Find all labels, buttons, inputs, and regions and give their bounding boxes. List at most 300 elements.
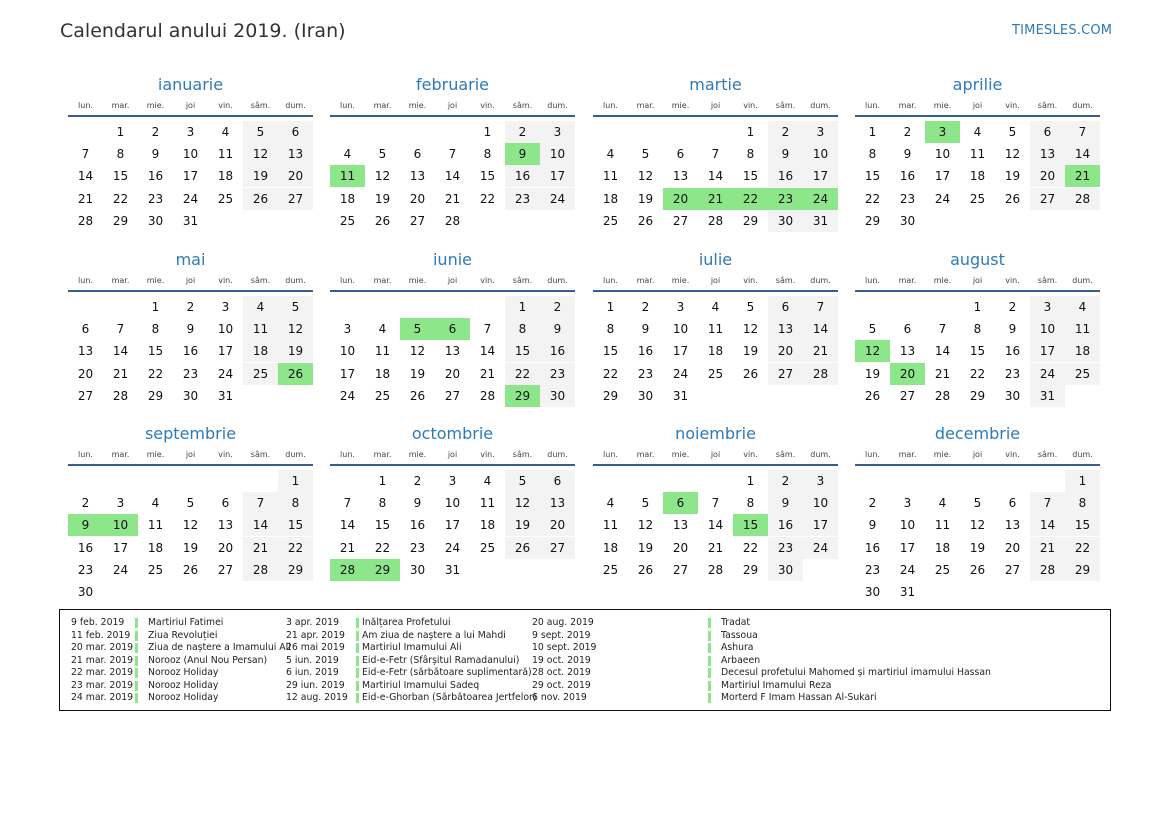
day-cell: 6 [676, 147, 685, 162]
day-cell: 12 [409, 344, 426, 359]
day-cell: 15 [147, 344, 164, 359]
month-divider [330, 290, 575, 292]
day-cell: 15 [864, 169, 881, 184]
holiday-marker [356, 681, 359, 691]
holiday-name: Decesul profetului Mahomed și martiriul imamului Hassan [721, 667, 991, 678]
day-cell: 2 [868, 496, 877, 511]
day-cell: 27 [77, 388, 94, 403]
holiday-date: 11 feb. 2019 [71, 629, 131, 641]
day-cell: 14 [803, 318, 838, 340]
day-cell: 18 [339, 191, 356, 206]
day-cell: 7 [81, 147, 90, 162]
holiday-marker [708, 631, 711, 641]
day-cell: 10 [899, 518, 916, 533]
holiday-day-cell: 5 [400, 318, 435, 340]
holiday-day-cell: 29 [365, 559, 400, 581]
month-name: iunie [432, 250, 472, 269]
holiday-day-cell: 22 [733, 188, 768, 210]
day-cell: 31 [899, 585, 916, 599]
weekday-label: dum. [810, 101, 831, 110]
day-cell: 12 [243, 143, 278, 165]
day-cell: 4 [938, 496, 947, 511]
day-cell: 1 [116, 125, 125, 139]
day-cell: 1 [746, 125, 755, 139]
holiday-day-cell: 9 [505, 143, 540, 165]
brand-link[interactable]: TIMESLES.COM [1012, 23, 1113, 38]
day-cell: 16 [505, 165, 540, 187]
day-cell: 11 [147, 518, 164, 533]
day-cell: 15 [479, 169, 496, 184]
holiday-name: Eid-e-Ghorban (Sărbătoarea Jertfelor) [362, 692, 536, 703]
day-cell: 2 [768, 121, 803, 143]
holiday-marker [135, 618, 138, 628]
day-cell: 18 [243, 340, 278, 362]
day-cell: 16 [147, 169, 164, 184]
holiday-marker [708, 643, 711, 653]
day-cell: 25 [969, 191, 986, 206]
weekday-label: joi [710, 276, 721, 285]
day-cell: 13 [278, 143, 313, 165]
day-cell: 16 [77, 540, 94, 555]
day-cell: 20 [217, 540, 234, 555]
day-cell: 4 [151, 496, 160, 511]
holiday-marker [356, 618, 359, 628]
day-cell: 17 [112, 540, 129, 555]
day-cell: 22 [278, 537, 313, 559]
weekday-label: lun. [603, 101, 618, 110]
weekday-label: mie. [671, 450, 690, 459]
weekday-label: sâm. [512, 276, 533, 285]
holiday-marker [708, 681, 711, 691]
day-cell: 19 [409, 366, 426, 381]
day-cell: 27 [672, 562, 689, 577]
day-cell: 22 [112, 191, 129, 206]
holiday-marker [708, 656, 711, 666]
weekday-label: joi [972, 101, 983, 110]
holiday-marker [356, 656, 359, 666]
holiday-day-cell: 10 [103, 514, 138, 536]
day-cell: 29 [742, 213, 759, 228]
day-cell: 24 [182, 191, 199, 206]
day-cell: 11 [969, 147, 986, 162]
weekday-label: sâm. [775, 450, 796, 459]
weekday-label: dum. [1072, 276, 1093, 285]
weekday-label: mar. [898, 450, 917, 459]
day-cell: 24 [444, 540, 461, 555]
day-cell: 2 [768, 470, 803, 492]
day-cell: 2 [81, 496, 90, 511]
month-name: octombrie [411, 424, 494, 443]
day-cell: 11 [217, 147, 234, 162]
day-cell: 17 [444, 518, 461, 533]
day-cell: 31 [1030, 385, 1065, 407]
holiday-day-cell: 20 [890, 363, 925, 385]
weekday-label: sâm. [250, 450, 271, 459]
holiday-date: 20 mar. 2019 [71, 642, 134, 653]
day-cell: 31 [217, 388, 234, 403]
month-divider [68, 464, 313, 466]
day-cell: 23 [77, 562, 94, 577]
day-cell: 16 [182, 344, 199, 359]
day-cell: 24 [1030, 363, 1065, 385]
day-cell: 7 [448, 147, 457, 162]
day-cell: 21 [479, 366, 496, 381]
weekday-label: lun. [78, 276, 93, 285]
day-cell: 1 [606, 300, 615, 314]
month-name: februarie [415, 75, 490, 94]
weekday-label: sâm. [775, 101, 796, 110]
day-cell: 5 [378, 147, 387, 162]
day-cell: 28 [243, 559, 278, 581]
day-cell: 15 [278, 514, 313, 536]
holiday-name: Martiriul Fatimei [148, 617, 224, 628]
day-cell: 30 [768, 559, 803, 581]
day-cell: 2 [151, 125, 160, 139]
holiday-name: Norooz (Anul Nou Persan) [148, 654, 268, 666]
day-cell: 12 [637, 518, 654, 533]
day-cell: 30 [637, 388, 654, 403]
day-cell: 8 [606, 322, 615, 337]
day-cell: 25 [243, 363, 278, 385]
weekday-label: mar. [111, 101, 130, 110]
day-cell: 21 [803, 340, 838, 362]
day-cell: 14 [707, 518, 724, 533]
weekday-header [330, 101, 575, 111]
day-cell: 13 [899, 344, 916, 359]
holiday-name: Tradat [721, 617, 751, 628]
weekday-label: mar. [898, 101, 917, 110]
month-divider [330, 464, 575, 466]
weekday-label: lun. [78, 450, 93, 459]
month-name: noiembrie [675, 424, 756, 443]
weekday-label: joi [185, 450, 196, 459]
day-cell: 30 [409, 562, 426, 577]
day-cell: 8 [116, 147, 125, 162]
weekday-label: mar. [111, 276, 130, 285]
holiday-marker [356, 643, 359, 653]
day-cell: 12 [505, 492, 540, 514]
weekday-header [68, 276, 313, 286]
weekday-label: lun. [865, 450, 880, 459]
day-cell: 12 [278, 318, 313, 340]
day-cell: 23 [899, 191, 916, 206]
weekday-label: mie. [933, 276, 952, 285]
holiday-name: Eid-e-Fetr (Sfârșitul Ramadanului) [362, 654, 520, 666]
holiday-date: 21 mar. 2019 [71, 654, 134, 666]
day-cell: 25 [217, 191, 234, 206]
weekday-label: mar. [898, 276, 917, 285]
day-cell: 22 [602, 366, 619, 381]
holiday-date: 6 iun. 2019 [286, 667, 339, 678]
weekday-label: joi [710, 450, 721, 459]
day-cell: 24 [339, 388, 356, 403]
day-cell: 1 [378, 474, 387, 488]
day-cell: 16 [1004, 344, 1021, 359]
day-cell: 26 [742, 366, 759, 381]
day-cell: 15 [742, 169, 759, 184]
day-cell: 3 [221, 300, 230, 314]
day-cell: 1 [151, 300, 160, 314]
weekday-header [593, 276, 838, 286]
day-cell: 13 [768, 318, 803, 340]
day-cell: 2 [413, 474, 422, 488]
month-divider [855, 115, 1100, 117]
day-cell: 14 [77, 169, 94, 184]
month-name: iulie [698, 250, 733, 269]
day-cell: 4 [711, 300, 720, 314]
day-cell: 11 [243, 318, 278, 340]
day-cell: 2 [540, 296, 575, 318]
day-cell: 25 [707, 366, 724, 381]
day-cell: 9 [540, 318, 575, 340]
day-cell: 27 [540, 537, 575, 559]
day-cell: 19 [637, 191, 654, 206]
weekday-label: sâm. [1037, 101, 1058, 110]
weekday-label: lun. [340, 276, 355, 285]
day-cell: 12 [182, 518, 199, 533]
weekday-label: dum. [810, 450, 831, 459]
day-cell: 29 [602, 388, 619, 403]
day-cell: 9 [768, 492, 803, 514]
day-cell: 19 [742, 344, 759, 359]
holiday-marker [356, 631, 359, 641]
day-cell: 25 [1065, 363, 1100, 385]
weekday-label: lun. [340, 101, 355, 110]
day-cell: 13 [1030, 143, 1065, 165]
day-cell: 21 [707, 540, 724, 555]
holiday-marker [708, 618, 711, 628]
day-cell: 2 [505, 121, 540, 143]
weekday-label: mie. [933, 450, 952, 459]
day-cell: 9 [903, 147, 912, 162]
weekday-label: dum. [285, 101, 306, 110]
day-cell: 27 [672, 213, 689, 228]
weekday-label: mie. [146, 450, 165, 459]
day-cell: 15 [1065, 514, 1100, 536]
day-cell: 3 [116, 496, 125, 511]
day-cell: 13 [444, 344, 461, 359]
day-cell: 28 [934, 388, 951, 403]
weekday-label: dum. [1072, 450, 1093, 459]
day-cell: 20 [1004, 540, 1021, 555]
day-cell: 12 [969, 518, 986, 533]
day-cell: 19 [864, 366, 881, 381]
day-cell: 5 [243, 121, 278, 143]
day-cell: 20 [768, 340, 803, 362]
day-cell: 9 [151, 147, 160, 162]
day-cell: 5 [746, 300, 755, 314]
day-cell: 6 [1030, 121, 1065, 143]
day-cell: 10 [934, 147, 951, 162]
weekday-label: sâm. [775, 276, 796, 285]
day-cell: 7 [1030, 492, 1065, 514]
day-cell: 28 [707, 562, 724, 577]
day-cell: 7 [343, 496, 352, 511]
day-cell: 21 [1030, 537, 1065, 559]
day-cell: 11 [707, 322, 724, 337]
day-cell: 17 [339, 366, 356, 381]
weekday-label: mie. [408, 276, 427, 285]
holiday-day-cell: 11 [330, 165, 365, 187]
day-cell: 1 [973, 300, 982, 314]
day-cell: 8 [973, 322, 982, 337]
weekday-label: mie. [146, 101, 165, 110]
weekday-label: mie. [671, 101, 690, 110]
day-cell: 24 [540, 188, 575, 210]
day-cell: 30 [864, 585, 881, 599]
day-cell: 10 [803, 143, 838, 165]
month-name: martie [689, 75, 742, 94]
day-cell: 27 [278, 188, 313, 210]
holiday-day-cell: 6 [663, 492, 698, 514]
weekday-header [330, 276, 575, 286]
weekday-label: vin. [743, 276, 758, 285]
month-divider [593, 115, 838, 117]
day-cell: 27 [768, 363, 803, 385]
day-cell: 7 [711, 496, 720, 511]
day-cell: 9 [768, 143, 803, 165]
day-cell: 4 [973, 125, 982, 139]
day-cell: 6 [540, 470, 575, 492]
day-cell: 22 [742, 540, 759, 555]
day-cell: 10 [1030, 318, 1065, 340]
day-cell: 17 [803, 165, 838, 187]
day-cell: 11 [602, 518, 619, 533]
holiday-day-cell: 9 [68, 514, 103, 536]
day-cell: 4 [378, 322, 387, 337]
day-cell: 3 [803, 121, 838, 143]
day-cell: 18 [1065, 340, 1100, 362]
day-cell: 20 [77, 366, 94, 381]
day-cell: 3 [803, 470, 838, 492]
day-cell: 4 [606, 147, 615, 162]
holiday-date: 23 mar. 2019 [71, 679, 134, 691]
weekday-label: vin. [480, 101, 495, 110]
day-cell: 5 [641, 147, 650, 162]
day-cell: 28 [112, 388, 129, 403]
day-cell: 5 [186, 496, 195, 511]
day-cell: 16 [540, 340, 575, 362]
day-cell: 9 [1008, 322, 1017, 337]
day-cell: 3 [676, 300, 685, 314]
day-cell: 25 [479, 540, 496, 555]
day-cell: 23 [768, 537, 803, 559]
weekday-label: dum. [285, 276, 306, 285]
month-divider [330, 115, 575, 117]
weekday-label: lun. [603, 276, 618, 285]
weekday-header [855, 101, 1100, 111]
holiday-date: 29 oct. 2019 [532, 679, 591, 691]
holiday-date: 10 sept. 2019 [532, 642, 597, 653]
holiday-marker [135, 656, 138, 666]
day-cell: 23 [505, 188, 540, 210]
day-cell: 18 [707, 344, 724, 359]
day-cell: 19 [1004, 169, 1021, 184]
day-cell: 14 [339, 518, 356, 533]
weekday-label: sâm. [250, 276, 271, 285]
day-cell: 23 [540, 363, 575, 385]
day-cell: 20 [1030, 165, 1065, 187]
day-cell: 27 [409, 213, 426, 228]
day-cell: 13 [409, 169, 426, 184]
day-cell: 17 [672, 344, 689, 359]
day-cell: 26 [182, 562, 199, 577]
holiday-day-cell: 21 [698, 188, 733, 210]
day-cell: 21 [934, 366, 951, 381]
month-divider [855, 290, 1100, 292]
holiday-name: Eid-e-Fetr (sărbătoare suplimentară) [362, 667, 532, 678]
day-cell: 19 [505, 514, 540, 536]
day-cell: 5 [278, 296, 313, 318]
weekday-label: mar. [111, 450, 130, 459]
weekday-label: dum. [547, 450, 568, 459]
day-cell: 7 [711, 147, 720, 162]
weekday-label: dum. [1072, 101, 1093, 110]
day-cell: 30 [899, 213, 916, 228]
holiday-marker [708, 668, 711, 678]
day-cell: 16 [864, 540, 881, 555]
weekday-label: lun. [865, 101, 880, 110]
day-cell: 3 [186, 125, 195, 139]
weekday-label: vin. [1005, 101, 1020, 110]
day-cell: 7 [483, 322, 492, 337]
day-cell: 21 [444, 191, 461, 206]
day-cell: 20 [540, 514, 575, 536]
day-cell: 22 [1065, 537, 1100, 559]
day-cell: 17 [540, 165, 575, 187]
day-cell: 13 [672, 518, 689, 533]
holiday-name: Norooz Holiday [148, 692, 219, 703]
weekday-label: sâm. [1037, 276, 1058, 285]
day-cell: 4 [1065, 296, 1100, 318]
holiday-name: Martiriul Imamului Reza [721, 679, 832, 691]
day-cell: 23 [864, 562, 881, 577]
day-cell: 30 [1004, 388, 1021, 403]
weekday-label: sâm. [250, 101, 271, 110]
day-cell: 29 [864, 213, 881, 228]
day-cell: 2 [186, 300, 195, 314]
day-cell: 10 [444, 496, 461, 511]
weekday-label: vin. [480, 450, 495, 459]
day-cell: 14 [934, 344, 951, 359]
day-cell: 27 [1030, 188, 1065, 210]
day-cell: 8 [1065, 492, 1100, 514]
day-cell: 26 [969, 562, 986, 577]
day-cell: 5 [868, 322, 877, 337]
day-cell: 24 [934, 191, 951, 206]
day-cell: 31 [444, 562, 461, 577]
day-cell: 22 [864, 191, 881, 206]
weekday-label: joi [447, 276, 458, 285]
weekday-label: vin. [743, 101, 758, 110]
holiday-name: Înălțarea Profetului [362, 617, 451, 628]
day-cell: 28 [803, 363, 838, 385]
weekday-label: dum. [285, 450, 306, 459]
day-cell: 15 [602, 344, 619, 359]
holiday-marker [708, 693, 711, 703]
day-cell: 16 [768, 165, 803, 187]
day-cell: 3 [540, 121, 575, 143]
day-cell: 1 [505, 296, 540, 318]
weekday-label: dum. [547, 276, 568, 285]
day-cell: 8 [151, 322, 160, 337]
day-cell: 11 [602, 169, 619, 184]
day-cell: 29 [969, 388, 986, 403]
day-cell: 20 [444, 366, 461, 381]
day-cell: 17 [934, 169, 951, 184]
day-cell: 1 [483, 125, 492, 139]
weekday-header [330, 450, 575, 460]
